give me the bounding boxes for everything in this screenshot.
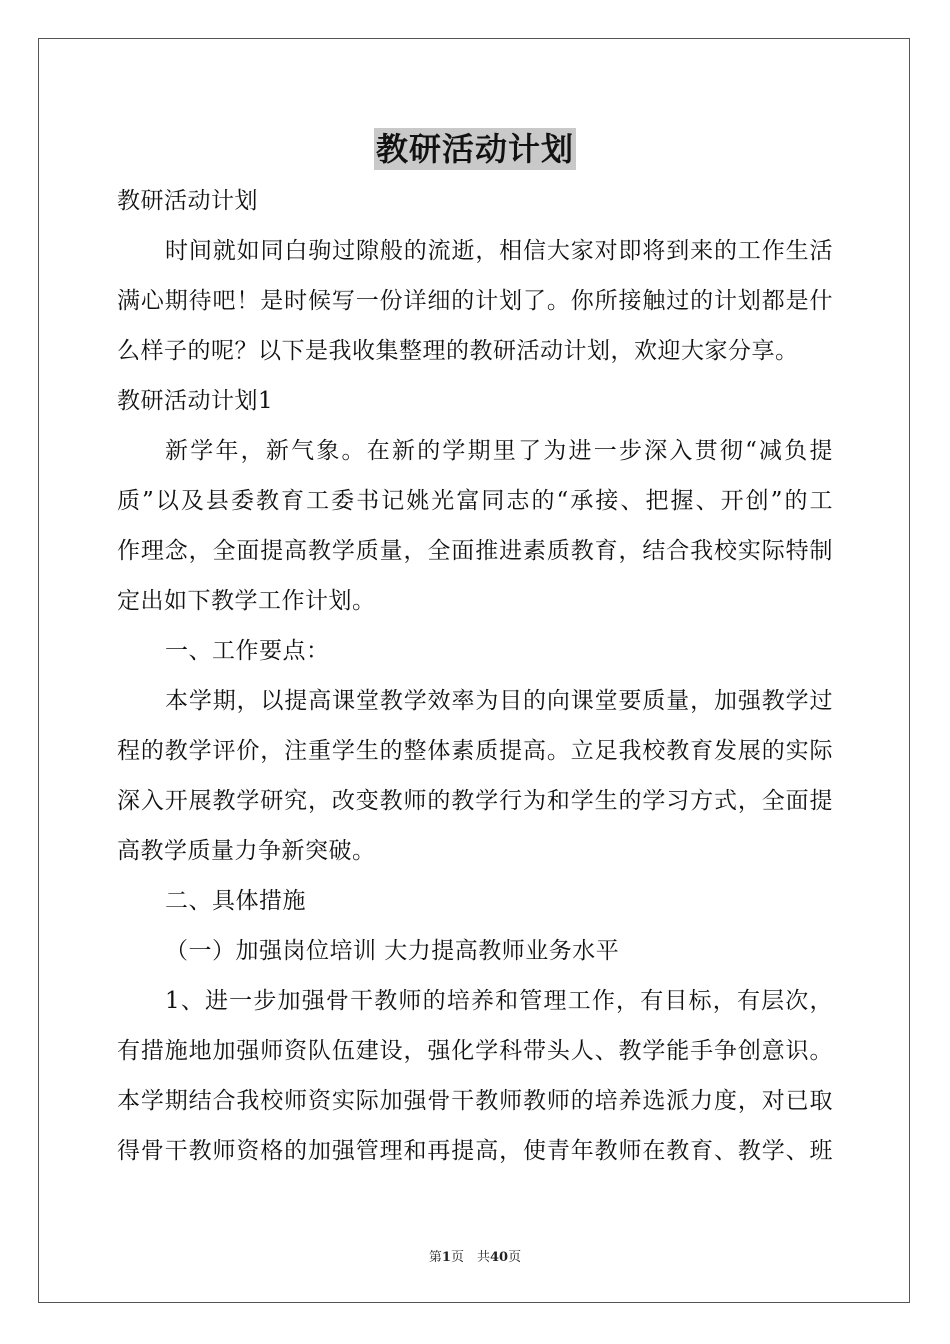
footer-mid: 页 共 xyxy=(450,1250,490,1265)
page-footer xyxy=(0,1246,950,1265)
text-line: 么样子的呢？以下是我收集整理的教研活动计划，欢迎大家分享。 xyxy=(117,338,799,364)
text-line: 教研活动计划1 xyxy=(117,388,274,414)
text-line: 二、具体措施 xyxy=(165,888,306,914)
text-line: 定出如下教学工作计划。 xyxy=(117,588,376,614)
text-line: 一、工作要点： xyxy=(165,638,330,664)
text-line: 有措施地加强师资队伍建设，强化学科带头人、教学能手争创意识。 xyxy=(117,1038,833,1064)
text-line: 质”以及县委教育工委书记姚光富同志的“承接、把握、开创”的工 xyxy=(117,488,833,514)
text-line: 深入开展教学研究，改变教师的教学行为和学生的学习方式，全面提 xyxy=(117,788,833,814)
text-line: 新学年，新气象。在新的学期里了为进一步深入贯彻“减负提 xyxy=(165,438,833,464)
text-line: 作理念，全面提高教学质量，全面推进素质教育，结合我校实际特制 xyxy=(117,538,833,564)
text-line: 满心期待吧！是时候写一份详细的计划了。你所接触过的计划都是什 xyxy=(117,288,833,314)
text-line: 1、进一步加强骨干教师的培养和管理工作，有目标，有层次， xyxy=(165,988,833,1014)
text-line: 时间就如同白驹过隙般的流逝，相信大家对即将到来的工作生活 xyxy=(165,238,833,264)
text-line: 教研活动计划 xyxy=(117,188,258,214)
title-container xyxy=(0,128,950,170)
text-line: 程的教学评价，注重学生的整体素质提高。立足我校教育发展的实际 xyxy=(117,738,833,764)
text-line: （一）加强岗位培训 大力提高教师业务水平 xyxy=(165,938,620,964)
footer-suffix: 页 xyxy=(508,1250,522,1265)
document-body xyxy=(117,176,833,1176)
footer-total-pages: 40 xyxy=(489,1250,509,1265)
text-line: 本学期，以提高课堂教学效率为目的向课堂要质量，加强教学过 xyxy=(165,688,833,714)
document-title: 教研活动计划 xyxy=(375,130,574,168)
text-line: 高教学质量力争新突破。 xyxy=(117,838,376,864)
text-line: 得骨干教师资格的加强管理和再提高，使青年教师在教育、教学、班 xyxy=(117,1138,833,1164)
text-line: 本学期结合我校师资实际加强骨干教师教师的培养选派力度，对已取 xyxy=(117,1088,833,1114)
footer-prefix: 第 xyxy=(428,1250,442,1265)
footer-page-number: 1 xyxy=(441,1250,451,1265)
